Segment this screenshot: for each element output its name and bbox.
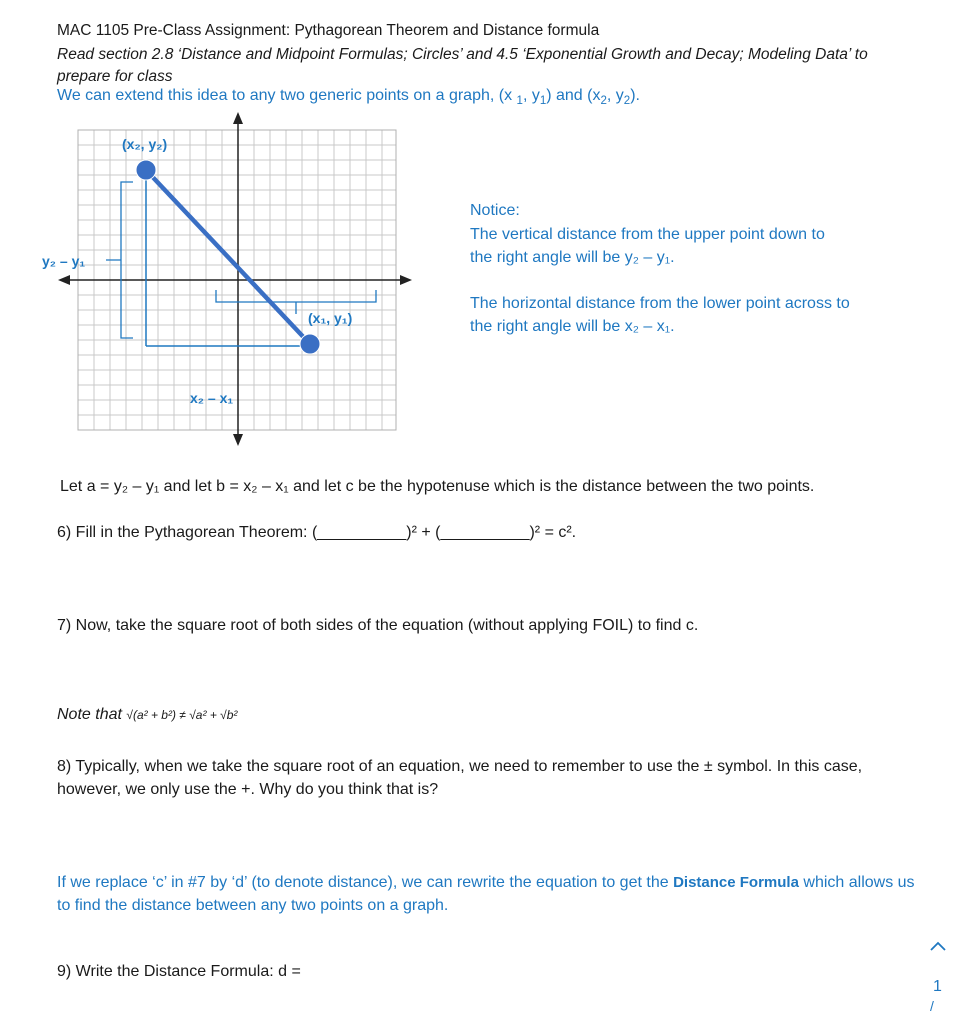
- page-separator: /: [930, 998, 934, 1014]
- note-math: √(a² + b²) ≠ √a² + √b²: [126, 708, 238, 722]
- x-axis-left-arrow: [58, 275, 70, 285]
- hypotenuse-line: [146, 170, 310, 344]
- notice-heading: Notice:: [470, 202, 520, 219]
- question-9: 9) Write the Distance Formula: d =: [57, 963, 301, 980]
- label-vertical-distance: y₂ – y₁: [42, 253, 86, 269]
- notice-box: [470, 199, 850, 339]
- label-point-1: (x₁, y₁): [308, 310, 353, 326]
- question-8: 8) Typically, when we take the square root of an equation, we need to remember to use the ± symbol. In this case, however, we only use the +. Why do you think that is?: [57, 758, 863, 798]
- point-x2-y2: [136, 160, 156, 180]
- notice-vertical: The vertical distance from the upper point down to the right angle will be y₂ – y₁.: [470, 225, 825, 266]
- question-7: 7) Now, take the square root of both sides of the equation (without applying FOIL) to find c.: [57, 617, 699, 634]
- notice-horizontal: The horizontal distance from the lower point across to the right angle will be x₂ – x₁.: [470, 294, 850, 335]
- coordinate-graph: [40, 110, 420, 450]
- intro-text: We can extend this idea to any two generic points on a graph, (x $_1$, $y_1$) and ($x_2$, $y_2$).: [57, 87, 640, 108]
- chevron-up-icon[interactable]: [928, 936, 948, 956]
- label-horizontal-distance: x₂ – x₁: [190, 390, 234, 406]
- distance-formula-paragraph: If we replace ‘c’ in #7 by ‘d’ (to denote distance), we can rewrite the equation to get the Distance Formula which allows us to find the distance between any two points on a graph.: [57, 874, 915, 914]
- y-axis-up-arrow: [233, 112, 243, 124]
- page-number: 1: [933, 978, 942, 995]
- point-x1-y1: [300, 334, 320, 354]
- page-title: MAC 1105 Pre-Class Assignment: Pythagorean Theorem and Distance formula: [57, 22, 600, 39]
- x-axis-right-arrow: [400, 275, 412, 285]
- distance-formula-bold: Distance Formula: [673, 874, 799, 891]
- reading-assignment: Read section 2.8 ‘Distance and Midpoint Formulas; Circles’ and 4.5 ‘Exponential Growth and Decay; Modeling Data’ to prepare for class: [57, 46, 868, 85]
- note-statement: Note that √(a² + b²) ≠ √a² + √b²: [57, 706, 238, 723]
- question-6: 6) Fill in the Pythagorean Theorem: (__________)² + (__________)² = c².: [57, 524, 577, 541]
- let-statement: Let a = y₂ – y₁ and let b = x₂ – x₁ and let c be the hypotenuse which is the distance between the two points.: [60, 478, 815, 495]
- label-point-2: (x₂, y₂): [122, 136, 168, 152]
- y-axis-down-arrow: [233, 434, 243, 446]
